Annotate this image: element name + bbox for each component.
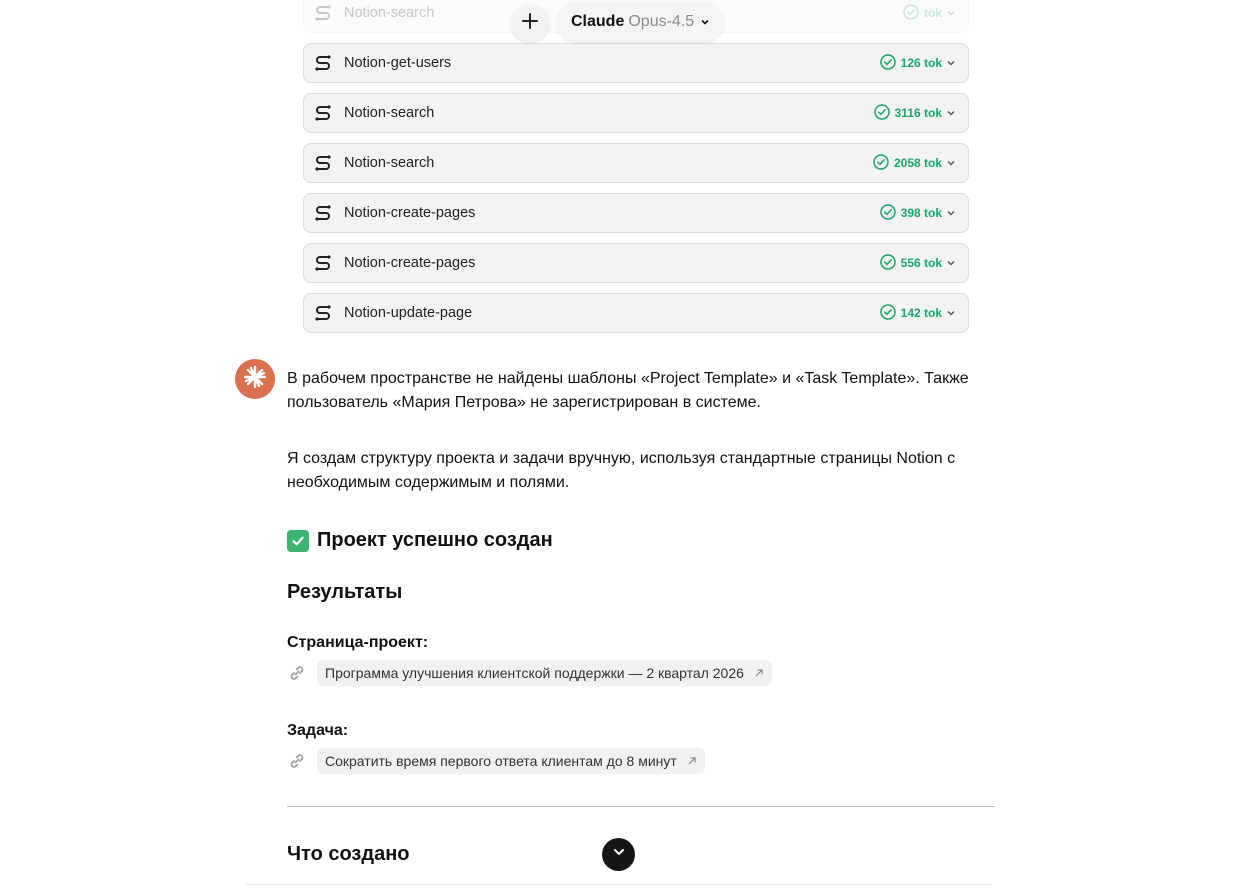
- chevron-down-icon: [700, 17, 710, 27]
- token-count: [903, 4, 942, 23]
- tool-icon: [314, 302, 336, 324]
- token-count-text: 398 tok: [900, 206, 942, 220]
- created-heading: Что создано: [287, 843, 410, 865]
- message-paragraph: Я создам структуру проекта и задачи вручную, используя стандартные страницы Notion с необходимым содержимым и полями.: [287, 450, 956, 491]
- external-link-icon: [754, 665, 764, 681]
- assistant-avatar: [235, 359, 275, 399]
- tool-call-row[interactable]: [303, 93, 969, 133]
- chevron-down-icon[interactable]: [946, 8, 956, 18]
- token-count: [874, 104, 942, 123]
- project-link-row: [287, 660, 772, 686]
- tool-icon: [314, 102, 336, 124]
- token-count: [880, 54, 942, 73]
- scroll-down-button[interactable]: [602, 838, 635, 871]
- token-count: [880, 254, 942, 273]
- tool-icon: [314, 2, 336, 24]
- tool-call-row[interactable]: [303, 143, 969, 183]
- check-circle-icon: [880, 204, 896, 223]
- token-count-text: 2058 tok: [893, 156, 942, 170]
- token-count-text: tok: [924, 6, 942, 20]
- check-circle-icon: [880, 54, 896, 73]
- tool-name: Notion-get-users: [344, 55, 452, 71]
- token-count-text: 556 tok: [900, 256, 942, 270]
- link-icon: [287, 663, 307, 683]
- tool-call-row[interactable]: [303, 43, 969, 83]
- project-label: Страница-проект:: [287, 634, 429, 651]
- check-circle-icon: [874, 104, 890, 123]
- task-link-chip[interactable]: [317, 748, 705, 774]
- chevron-down-icon[interactable]: [946, 158, 956, 168]
- token-count-text: 3116 tok: [894, 106, 942, 120]
- token-count-text: 126 tok: [900, 56, 942, 70]
- tool-icon: [314, 252, 336, 274]
- tool-name: Notion-search: [344, 155, 435, 171]
- check-circle-icon: [880, 254, 896, 273]
- task-link-text: Сократить время первого ответа клиентам до 8 минут: [325, 753, 677, 769]
- tool-name: Notion-update-page: [344, 305, 473, 321]
- model-version: Opus-4.5: [628, 13, 695, 30]
- model-selector[interactable]: [557, 2, 724, 42]
- results-heading: Результаты: [287, 581, 403, 603]
- tool-name: Notion-create-pages: [344, 205, 476, 221]
- tool-icon: [314, 152, 336, 174]
- chevron-down-icon[interactable]: [946, 208, 956, 218]
- token-count: [873, 154, 942, 173]
- tool-call-row[interactable]: [303, 293, 969, 333]
- chevron-down-icon[interactable]: [946, 108, 956, 118]
- success-heading: [287, 529, 553, 552]
- token-count: [880, 304, 942, 323]
- add-button[interactable]: [511, 4, 549, 42]
- check-circle-icon: [873, 154, 889, 173]
- task-label: Задача:: [287, 722, 349, 739]
- tool-name: Notion-search: [344, 5, 435, 21]
- check-circle-icon: [880, 304, 896, 323]
- project-link-text: Программа улучшения клиентской поддержки — 2 квартал 2026: [325, 665, 744, 681]
- tool-name: Notion-create-pages: [344, 255, 476, 271]
- tool-icon: [314, 52, 336, 74]
- token-count: [880, 204, 942, 223]
- chevron-down-icon[interactable]: [946, 308, 956, 318]
- external-link-icon: [687, 753, 697, 769]
- divider: [287, 806, 995, 807]
- next-block-edge: [246, 884, 992, 888]
- link-icon: [287, 751, 307, 771]
- chevron-down-icon: [612, 845, 626, 864]
- tool-call-row[interactable]: [303, 243, 969, 283]
- token-count-text: 142 tok: [900, 306, 942, 320]
- message-paragraph: В рабочем пространстве не найдены шаблоны «Project Template» и «Task Template». Также пользователь «Мария Петрова» не зарегистрирован в системе.: [287, 370, 969, 411]
- tool-call-row[interactable]: [303, 193, 969, 233]
- task-link-row: [287, 748, 705, 774]
- check-circle-icon: [903, 4, 919, 23]
- model-name: Claude: [571, 13, 625, 30]
- tool-name: Notion-search: [344, 105, 435, 121]
- sparkle-icon: [242, 364, 268, 395]
- project-link-chip[interactable]: [317, 660, 772, 686]
- chevron-down-icon[interactable]: [946, 258, 956, 268]
- tool-icon: [314, 202, 336, 224]
- chevron-down-icon[interactable]: [946, 58, 956, 68]
- plus-icon: [521, 12, 539, 35]
- success-heading-text: Проект успешно создан: [317, 529, 553, 551]
- check-mark-icon: [287, 530, 309, 552]
